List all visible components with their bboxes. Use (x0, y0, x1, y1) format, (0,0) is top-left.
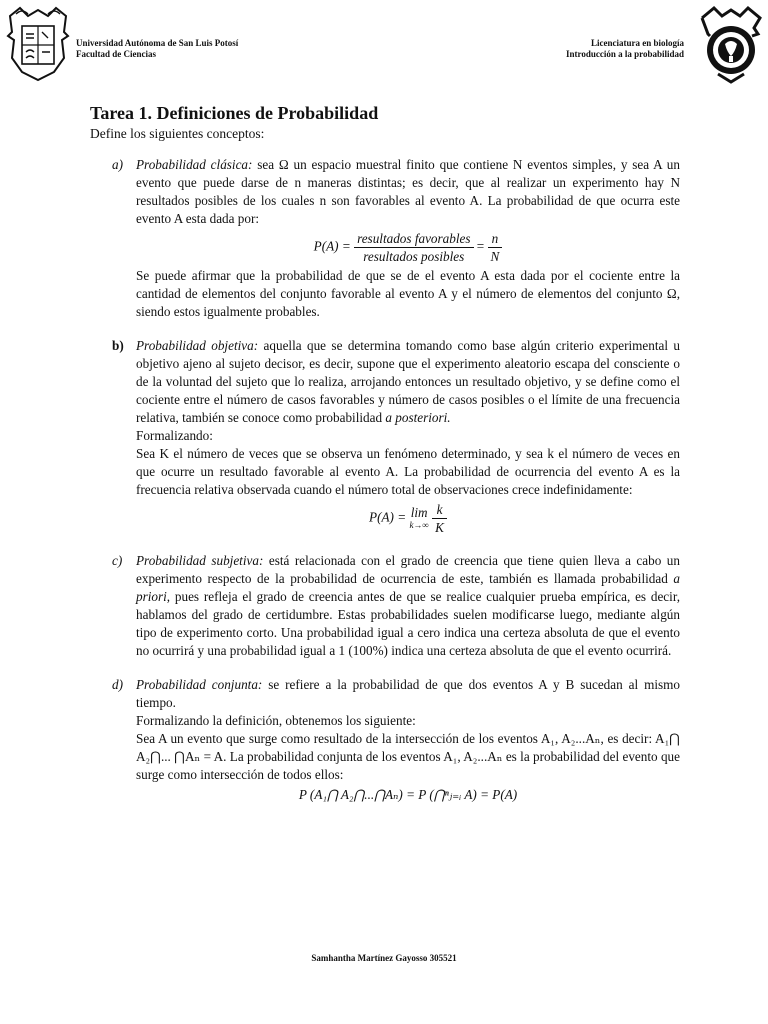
definition-text: está relacionada con el grado de creencia que tiene quien lleva a cabo un experimento respecto de la probabilidad de ocurrencia de este, también es llamada probabilidad (136, 553, 680, 586)
document-body (90, 102, 680, 806)
definition-text: Sea K el número de veces que se observa un fenómeno determinado, y sea k el número de veces en que ocurre un resultado favorable al evento A. La probabilidad de ocurrencia del evento A es la frecuencia relativa observada cuando el número total de observaciones crece indefinidamente: (136, 446, 680, 497)
definition-c: c) Probabilidad subjetiva: está relacionada con el grado de creencia que tiene quien lleva a cabo un experimento respecto de la probabilidad de ocurrencia de este, también es llamada probabilidad a priori, pues refleja el grado de creencia antes de que se realice cualquier prueba empírica, es decir, hablamos del grado de certidumbre. Estas probabilidades suelen modificarse luego, mediante algún tipo de experimento corto. Una probabilidad igual a cero indica una certeza absoluta de que el evento no ocurrirá y una probabilidad igual a 1 (100%) indica una certeza absoluta de que el evento ocurrirá. (112, 553, 680, 658)
item-marker: b) (112, 338, 124, 353)
header-university: Universidad Autónoma de San Luis Potosí (76, 38, 239, 48)
item-marker: a) (112, 157, 123, 172)
item-marker: c) (112, 553, 123, 568)
definition-text: Sea A un evento que surge como resultado de la intersección de los eventos A₁, A₂...Aₙ, es decir: A₁⋂ A₂⋂... ⋂Aₙ = A. La probabilidad conjunta de los eventos A₁, A₂...Aₙ es la probabilidad del evento que surge como intersección de todos ellos: (136, 731, 680, 782)
header-degree: Licenciatura en biología (591, 38, 684, 48)
footer-author: Samhantha Martínez Gayosso 305521 (311, 953, 457, 963)
definition-d (90, 676, 680, 804)
definition-b: b) Probabilidad objetiva: aquella que se determina tomando como base algún criterio experimental u objetivo ajeno al sujeto decisor, es decir, supone que el experimento aleatorio escapa del consciente o de la voluntad del sujeto que lo realiza, arrojando entonces un resultado objetivo, y se define como el cociente entre el número de casos favorables y número de casos posibles o el límite de una frecuencia relativa, también se conoce como probabilidad a posteriori. Formalizando: Sea K el número de veces que se observa un fenómeno determinado, y sea k el número de veces en que ocurre un resultado favorable al evento A. La probabilidad de ocurrencia del evento A es la frecuencia relativa observada cuando el número total de observaciones crece indefinidamente: P(A) = lim k→∞ $\frac{k}{K}$ (112, 338, 681, 535)
equation-conjunta: P (A₁⋂ A₂⋂...⋂Aₙ) = P (⋂ⁿⱼ₌ᵢ A) = P(A) (298, 787, 518, 802)
equation-clasica: P(A) = $\frac{\text{resultados favorables}}{\text{resultados posibles}}$ = $\frac{n}{N}$ (136, 230, 680, 265)
header-course: Introducción a la probabilidad (566, 49, 684, 59)
term-subjetiva: Probabilidad subjetiva: (136, 553, 264, 568)
definition-text: Formalizando: (136, 428, 213, 443)
equation-objetiva: P(A) = lim k→∞ $\frac{k}{K}$ (136, 501, 680, 536)
term-clasica: Probabilidad clásica: (136, 157, 253, 172)
definition-text: Formalizando la definición, obtenemos los siguiente: (136, 713, 416, 728)
intro-text: Define los siguientes conceptos: (90, 126, 265, 141)
term-conjunta: Probabilidad conjunta: (136, 677, 263, 692)
page-title: Tarea 1. Definiciones de Probabilidad (90, 103, 379, 123)
term-objetiva: Probabilidad objetiva: (136, 338, 259, 353)
header-right (566, 38, 684, 60)
faculty-seal-right (698, 4, 764, 84)
definition-text: sea Ω un espacio muestral finito que contiene N eventos simples, y sea A un evento que puede darse de n maneras distintas; es decir, que al realizar un experimento hay N resultados posibles de los cuales n son favorables al evento A. La probabilidad de que ocurra este evento A esta dada por: (136, 157, 680, 226)
header-faculty: Facultad de Ciencias (76, 49, 156, 59)
header-left (76, 38, 238, 60)
definition-text: aquella que se determina tomando como base algún criterio experimental u objetivo ajeno al sujeto decisor, es decir, supone que el experimento aleatorio escapa del consciente o de la voluntad del sujeto que lo realiza, arrojando entonces un resultado objetivo, y se define como el cociente entre el número de casos favorables y número de casos posibles o el límite de una frecuencia relativa, también se conoce como probabilidad (136, 338, 681, 425)
definition-text: se refiere a la probabilidad de que dos eventos A y B sucedan al mismo tiempo. (136, 677, 680, 710)
item-marker: d) (112, 677, 123, 692)
definition-a (90, 156, 680, 321)
university-seal-left (6, 6, 70, 82)
definition-text: Se puede afirmar que la probabilidad de que se de el evento A esta dada por el cociente entre la cantidad de elementos del conjunto favorable al evento A y el número de elementos del conjunto Ω, siendo estos igualmente probables. (136, 268, 680, 319)
